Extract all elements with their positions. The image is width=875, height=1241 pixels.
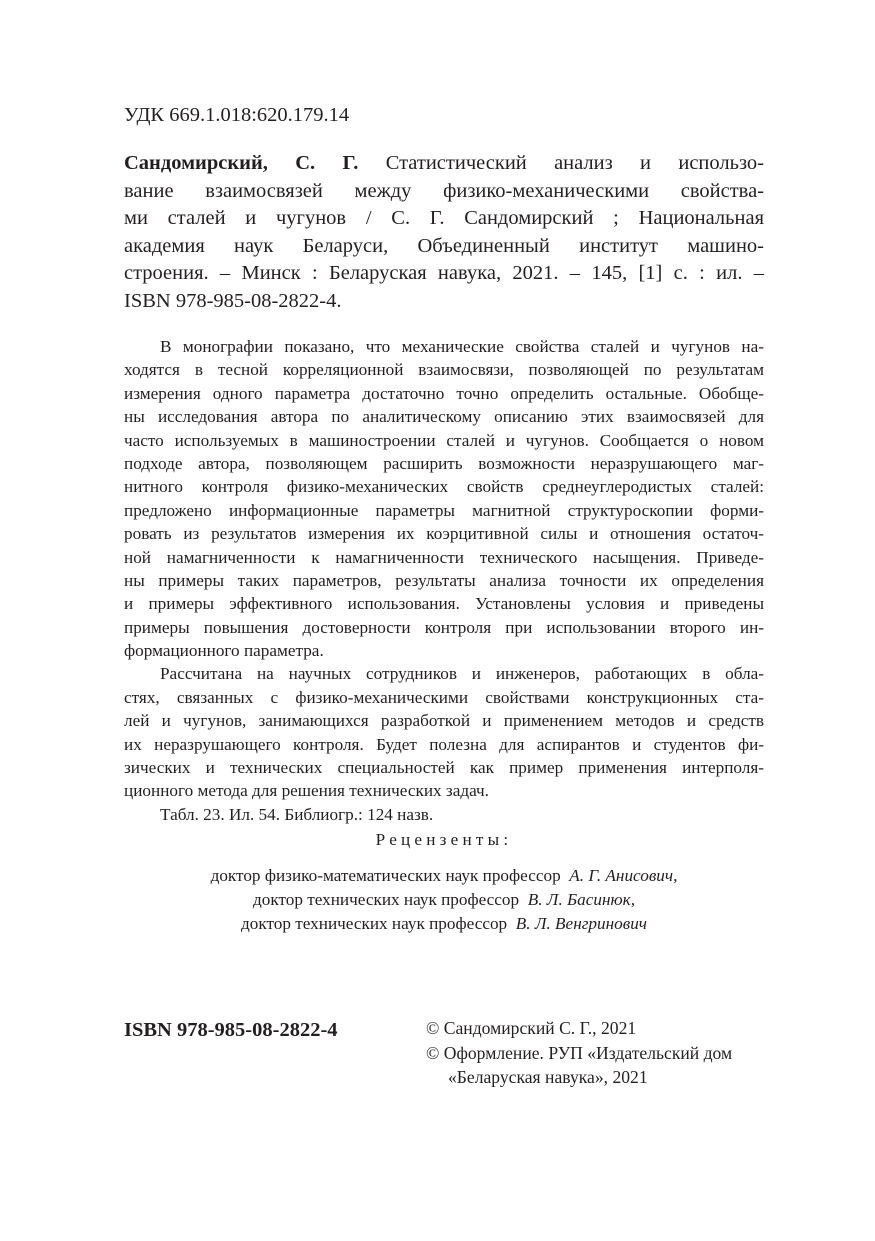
abstract-line: ционного метода для решения технических задач. (124, 781, 489, 801)
bib-line: строения. – Минск : Беларуская навука, 2021. – 145, [1] с. : ил. – (124, 262, 764, 284)
bibliographic-record (124, 150, 764, 315)
reviewer-name: В. Л. Венгринович (515, 914, 647, 933)
copyright-block (426, 1016, 732, 1090)
abstract-line: измерения одного параметра достаточно точно определить остальные. Обобще- (124, 383, 764, 403)
reviewer-title: доктор технических наук профессор (253, 890, 520, 909)
copyright-design: © Оформление. РУП «Издательский дом (426, 1042, 733, 1063)
abstract-line: ровать из результатов измерения их коэрцитивной силы и отношения остаточ- (124, 524, 764, 544)
abstract-line: зических и технических специальностей как пример применения интерполя- (124, 758, 764, 778)
copyright-author: © Сандомирский С. Г., 2021 (426, 1018, 637, 1038)
abstract-line: примеры повышения достоверности контроля при использовании второго ин- (124, 617, 764, 637)
reviewer-punct: , (630, 890, 635, 909)
bib-line: вание взаимосвязей между физико-механическими свойства- (124, 179, 764, 202)
abstract-line: ны исследования автора по аналитическому описанию этих взаимосвязей для (124, 407, 764, 427)
abstract-line: стях, связанных с физико-механическими свойствами конструкционных ста- (124, 687, 764, 707)
copyright-publisher: «Беларуская навука», 2021 (448, 1067, 648, 1087)
reviewer-name: В. Л. Басинюк (527, 890, 631, 909)
abstract-line: предложено информационные параметры магнитной структуроскопии форми- (124, 500, 764, 520)
bib-line (124, 150, 764, 178)
abstract-line: часто используемых в машиностроении сталей и чугунов. Сообщается о новом (124, 430, 764, 450)
abstract-line: формационного параметра. (124, 641, 324, 661)
abstract-line: Рассчитана на научных сотрудников и инженеров, работающих в обла- (160, 664, 764, 684)
reviewer-title: доктор технических наук профессор (241, 914, 508, 933)
abstract-line: ной намагниченности к намагниченности технического насыщения. Приведе- (124, 547, 764, 567)
reviewer-entry (124, 912, 764, 936)
reviewer-entry (124, 864, 764, 888)
abstract-line: ходятся в тесной корреляционной взаимосвязи, позволяющей по результатам (124, 360, 764, 380)
abstract-line: В монографии показано, что механические свойства сталей и чугунов на- (160, 337, 764, 356)
reviewer-title: доктор физико-математических наук профессор (210, 866, 561, 885)
reviewer-name: А. Г. Анисович (569, 866, 674, 885)
udk-code: УДК 669.1.018:620.179.14 (124, 104, 350, 126)
reviewer-entry (124, 888, 764, 912)
reviewers-heading: Рецензенты: (375, 830, 513, 849)
abstract (124, 335, 764, 826)
bib-line: ISBN 978-985-08-2822-4. (124, 289, 342, 312)
abstract-line: нитного контроля физико-механических свойств среднеуглеродистых сталей: (124, 477, 764, 497)
abstract-line: подходе автора, позволяющем расширить возможности неразрушающего маг- (124, 453, 764, 473)
bib-line: академия наук Беларуси, Объединенный институт машино- (124, 234, 764, 257)
abstract-line: ны примеры таких параметров, результаты анализа точности их определения (124, 570, 764, 590)
isbn: ISBN 978-985-08-2822-4 (124, 1019, 338, 1041)
bib-line: ми сталей и чугунов / С. Г. Сандомирский ; Национальная (124, 207, 764, 229)
bib-title-start: Статистический анализ и использо- (358, 152, 764, 174)
reviewers-block (124, 828, 764, 936)
bib-author: Сандомирский, С. Г. (124, 152, 359, 174)
abstract-line: их неразрушающего контроля. Будет полезна для аспирантов и студентов фи- (124, 734, 764, 754)
abstract-line: и примеры эффективного использования. Установлены условия и приведены (124, 594, 764, 614)
abstract-line: лей и чугунов, занимающихся разработкой и применением методов и средств (124, 711, 764, 731)
abstract-stats: Табл. 23. Ил. 54. Библиогр.: 124 назв. (160, 804, 434, 824)
reviewer-punct: , (673, 866, 678, 885)
